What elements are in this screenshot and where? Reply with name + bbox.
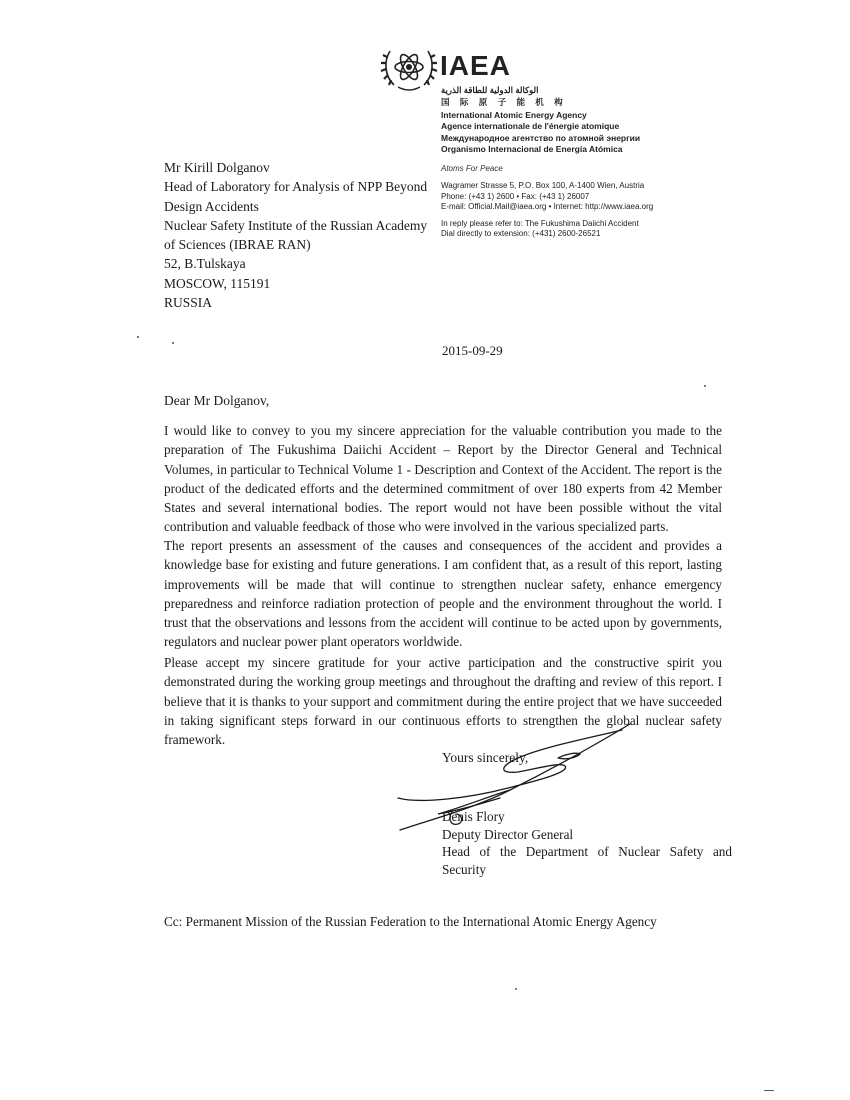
agency-name-chinese: 国 际 原 子 能 机 构 — [441, 97, 567, 107]
body-paragraph-1: I would like to convey to you my sincere appreciation for the valuable contribution you made to the preparation of The Fukushima Daiichi Accident – Report by the Director General and Technical Volumes, in particular to Technical Volume 1 - Description and Context of the Accident. The report is the product of the dedicated efforts and the determined commitment of over 180 experts from 42 Member States and several international bodies. The report would not have been possible without the vital contribution and valuable feedback of those who were involved in the various specialized parts. — [164, 423, 722, 535]
agency-name-russian: Международное агентство по атомной энергии — [441, 133, 641, 143]
motto: Atoms For Peace — [441, 164, 503, 173]
scan-speck — [515, 988, 517, 990]
agency-name-spanish: Organismo Internacional de Energía Atómica — [441, 144, 623, 154]
recipient-line: MOSCOW, 115191 — [164, 275, 271, 291]
scan-speck — [704, 385, 706, 387]
iaea-logo-icon — [380, 43, 438, 93]
signer-title: Deputy Director General — [442, 826, 574, 842]
reply-reference: In reply please refer to: The Fukushima Daiichi Accident — [441, 219, 639, 228]
recipient-line: RUSSIA — [164, 295, 213, 311]
address: Wagramer Strasse 5, P.O. Box 100, A-1400 Wien, Austria — [441, 181, 645, 190]
scan-speck — [172, 342, 174, 344]
dial-extension: Dial directly to extension: (+431) 2600-26521 — [441, 229, 601, 238]
recipient-line: Design Accidents — [164, 198, 259, 214]
signer-department-cont: Security — [442, 861, 486, 877]
closing: Yours sincerely, — [442, 750, 529, 765]
body-paragraph-3: Please accept my sincere gratitude for your active participation and the constructive spirit you demonstrated during the working group meetings and throughout the drafting and review of this report. I believe that it is thanks to your support and commitment during the entire project that we have succeeded in taking significant steps forward in our continuous efforts to strengthen the global nuclear safety framework. — [164, 655, 722, 748]
cc-line: Cc: Permanent Mission of the Russian Federation to the International Atomic Energy Agency — [164, 914, 657, 929]
recipient-line: of Sciences (IBRAE RAN) — [164, 237, 311, 253]
agency-name-arabic: الوكالة الدولية للطاقة الذرية — [441, 85, 539, 95]
recipient-line: Head of Laboratory for Analysis of NPP Beyond — [164, 179, 428, 195]
salutation: Dear Mr Dolganov, — [164, 393, 270, 408]
email-web: E-mail: Official.Mail@iaea.org • Internet: http://www.iaea.org — [441, 202, 654, 211]
letter-date: 2015-09-29 — [442, 343, 503, 358]
recipient-address — [164, 158, 427, 312]
agency-name-french: Agence internationale de l'énergie atomique — [441, 121, 620, 131]
recipient-line: 52, B.Tulskaya — [164, 256, 246, 272]
iaea-acronym: IAEA — [440, 50, 511, 81]
recipient-line: Nuclear Safety Institute of the Russian Academy — [164, 217, 428, 233]
phone-fax: Phone: (+43 1) 2600 • Fax: (+43 1) 26007 — [441, 192, 590, 201]
signer-name: Denis Flory — [442, 809, 505, 824]
scan-speck — [764, 1090, 774, 1091]
signer-department: Head of the Department of Nuclear Safety and — [442, 844, 732, 859]
agency-name-english: International Atomic Energy Agency — [441, 110, 587, 120]
body-paragraph-2: The report presents an assessment of the causes and consequences of the accident and provides a knowledge base for existing and future generations. I am confident that, as a result of this report, lasting improvements will be made that will continue to strengthen nuclear safety, enhance emergency preparedness and reinforce radiation protection of people and the environment throughout the world. I trust that the observations and lessons from the accident will continue to be acted upon by governments, regulators and nuclear power plant operators worldwide. — [164, 538, 722, 650]
signer-block — [442, 808, 732, 878]
scan-speck — [137, 336, 139, 338]
recipient-line: Mr Kirill Dolganov — [164, 160, 270, 175]
